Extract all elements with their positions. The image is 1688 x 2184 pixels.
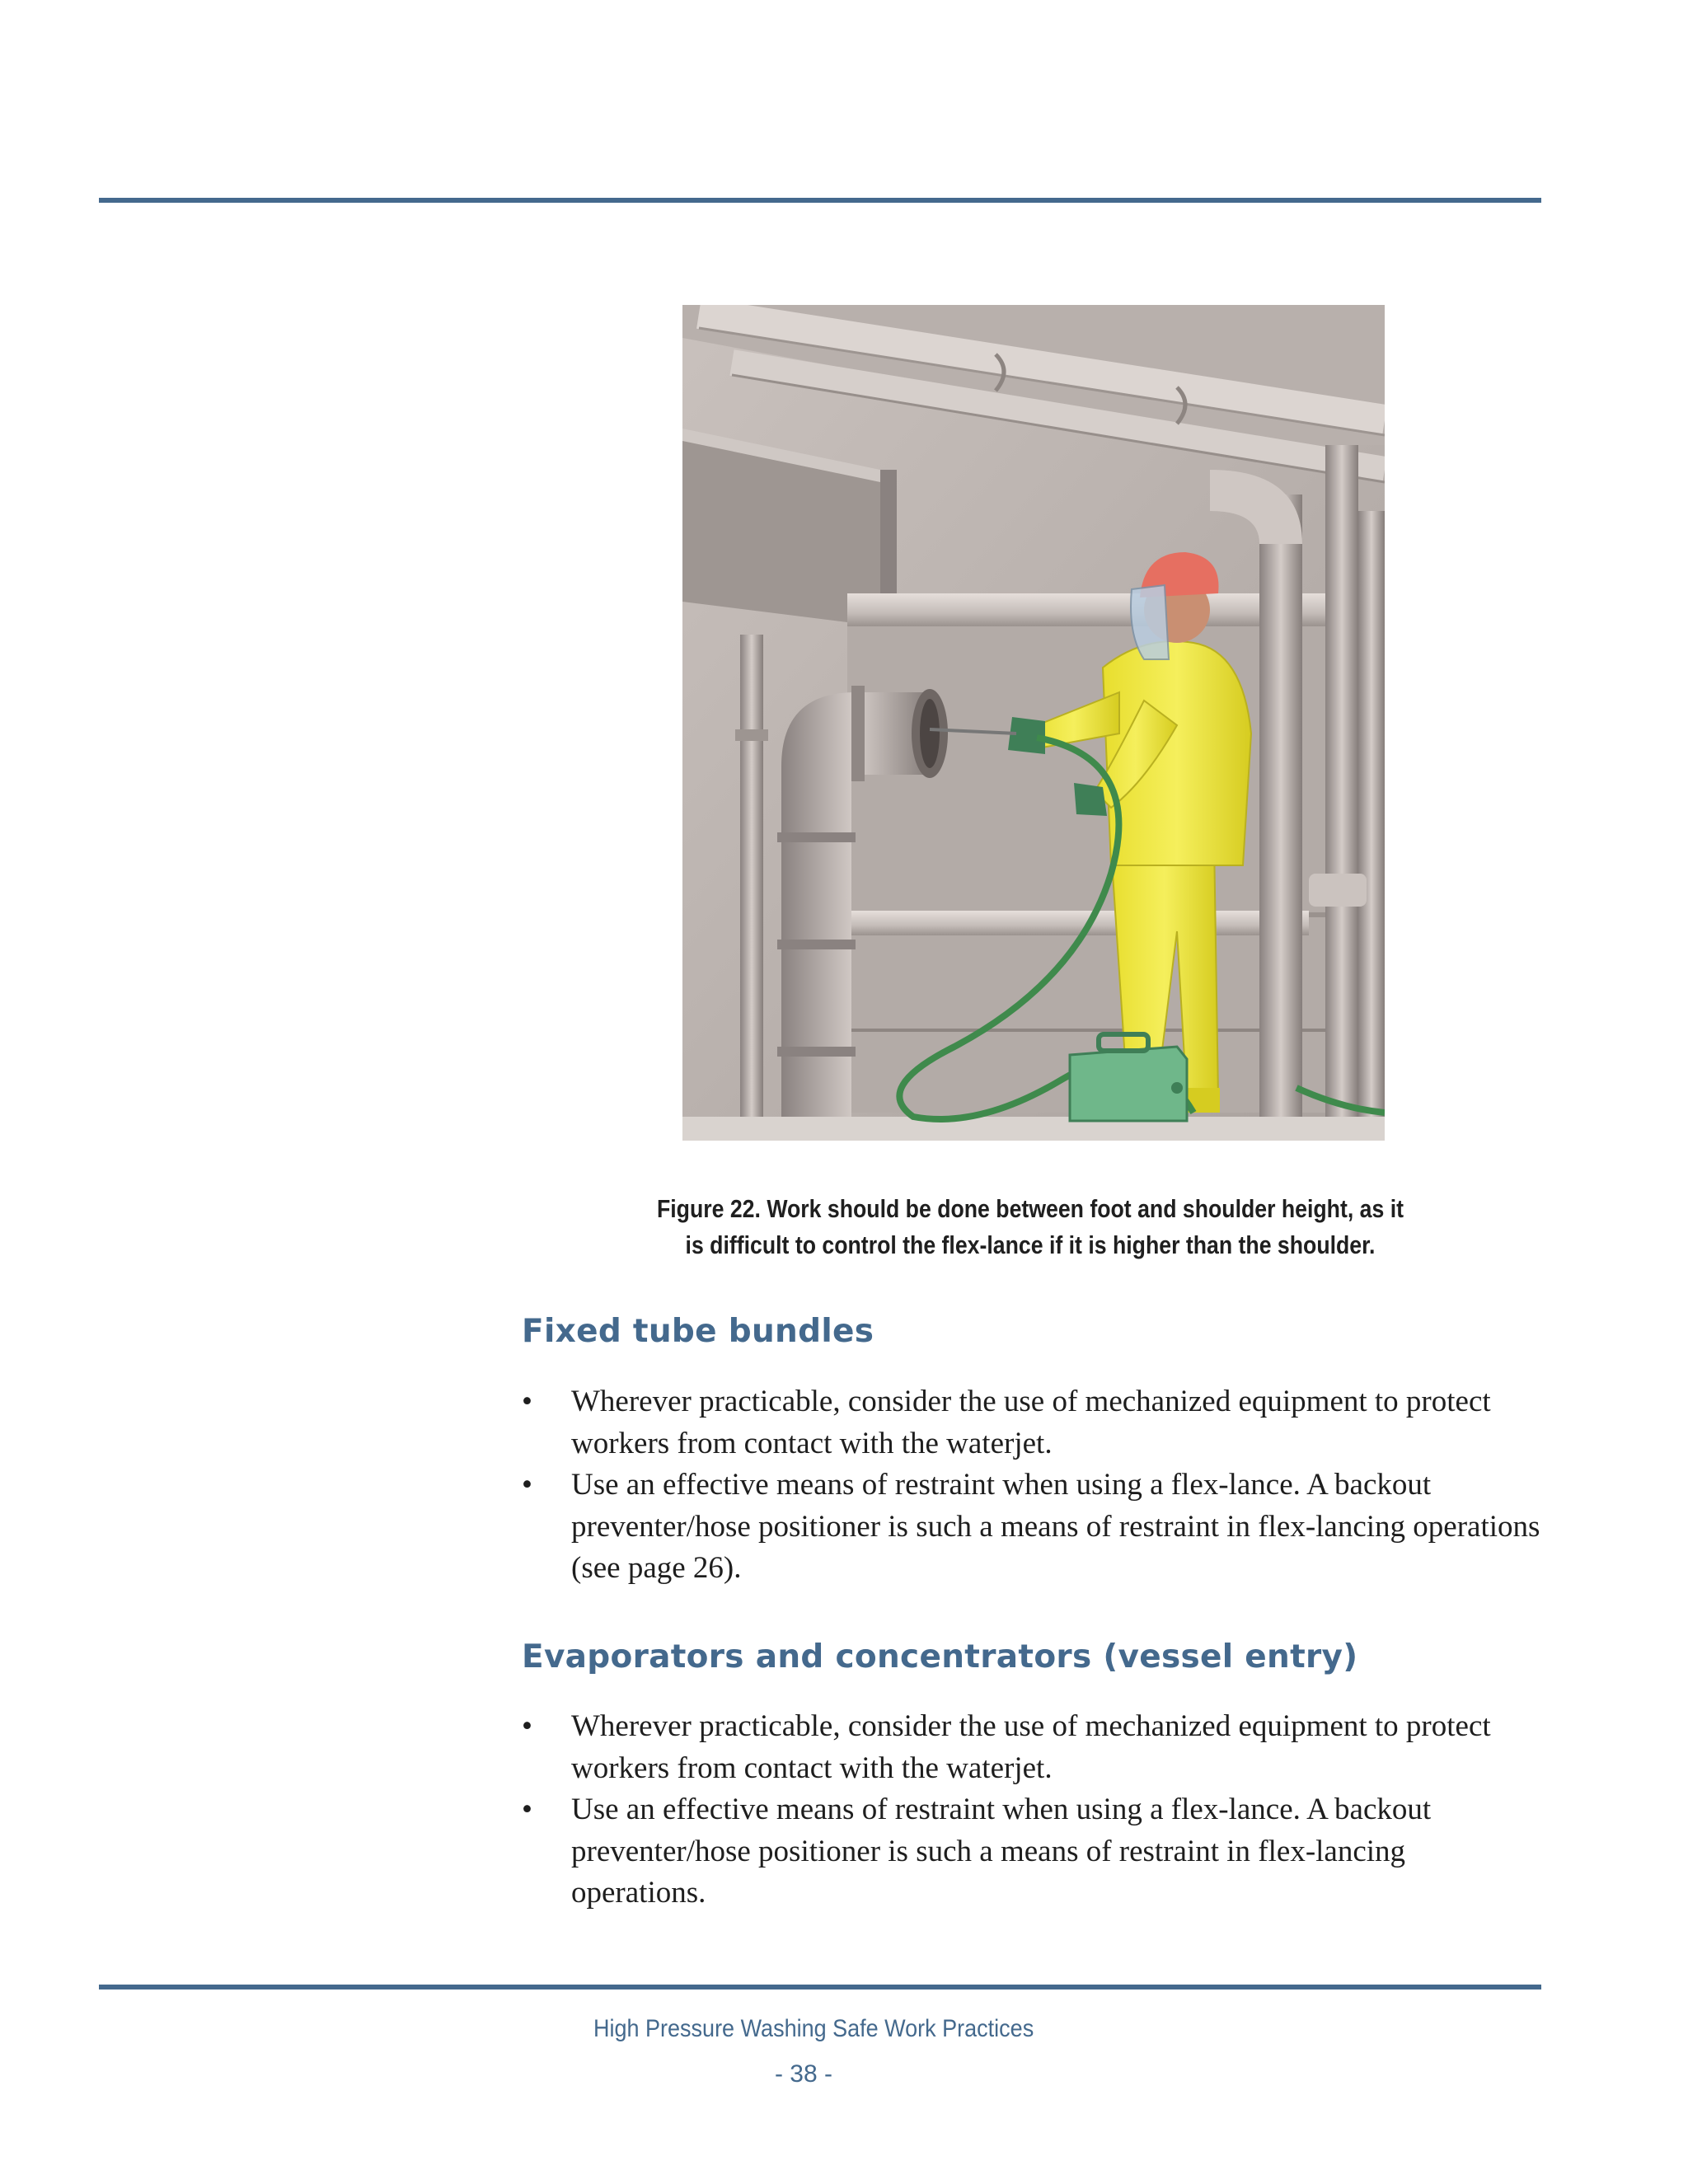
footer-document-title: High Pressure Washing Safe Work Practices: [593, 2015, 1034, 2042]
header-rule: [99, 198, 1541, 203]
section-heading-evaporators: Evaporators and concentrators (vessel entry): [522, 1638, 1358, 1675]
list-item: [522, 1381, 1544, 1465]
figure-caption-line-1: Figure 22. Work should be done between foot and shoulder height, as it: [656, 1194, 1404, 1223]
bullet-marker: •: [522, 1709, 532, 1743]
list-item: [522, 1789, 1544, 1915]
bullet-marker: •: [522, 1468, 532, 1502]
footer-rule: [99, 1985, 1541, 1990]
figure-caption: [640, 1191, 1420, 1263]
figure-illustration: [682, 305, 1385, 1141]
bullet-marker: •: [522, 1385, 532, 1418]
figure-caption-line-2: is difficult to control the flex-lance if it is higher than the shoulder.: [685, 1230, 1376, 1259]
list-item: [522, 1706, 1544, 1789]
bullet-marker: •: [522, 1793, 532, 1826]
page-number: - 38 -: [774, 2060, 833, 2088]
list-item-text: Wherever practicable, consider the use of mechanized equipment to protect workers from contact with the waterjet.: [571, 1385, 1491, 1460]
worker-flex-lance-illustration: [682, 305, 1385, 1141]
section-heading-fixed-tube-bundles: Fixed tube bundles: [522, 1313, 874, 1350]
bullet-list-evaporators: [522, 1706, 1544, 1915]
list-item-text: Wherever practicable, consider the use of mechanized equipment to protect workers from contact with the waterjet.: [571, 1709, 1491, 1785]
list-item: [522, 1465, 1544, 1590]
list-item-text: Use an effective means of restraint when using a flex-lance. A backout preventer/hose positioner is such a means of restraint in flex-lancing operations.: [571, 1793, 1432, 1910]
list-item-text: Use an effective means of restraint when using a flex-lance. A backout preventer/hose positioner is such a means of restraint in flex-lancing operations (see page 26).: [571, 1468, 1540, 1585]
bullet-list-fixed-tube-bundles: [522, 1381, 1544, 1590]
